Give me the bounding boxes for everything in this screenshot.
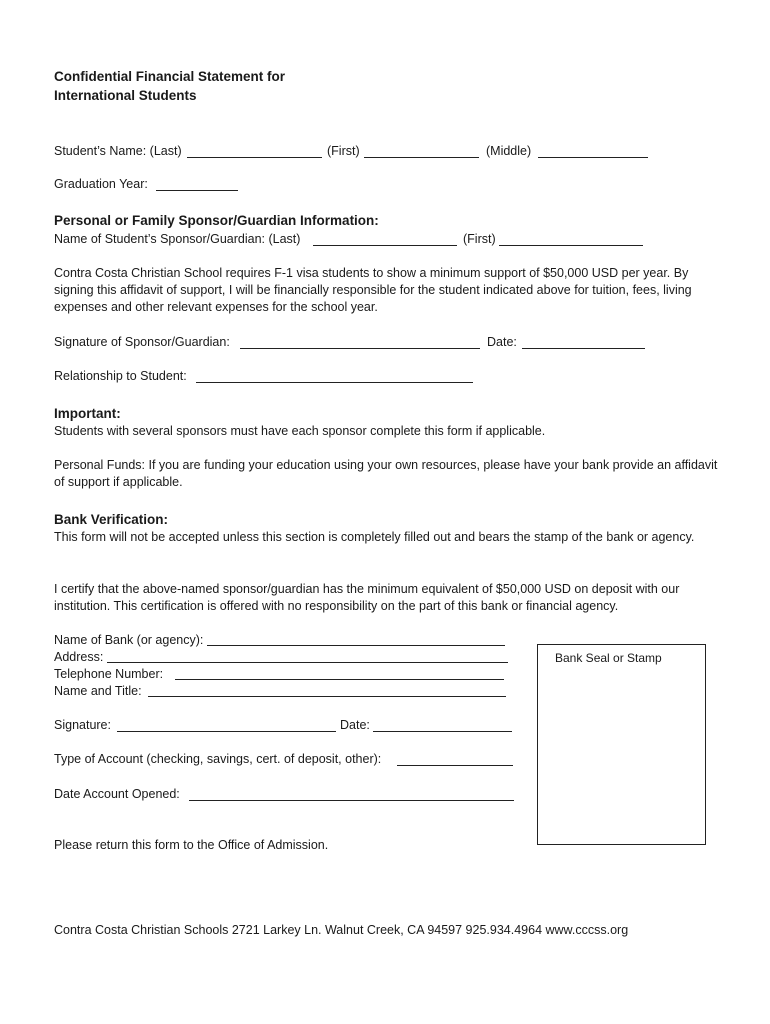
bank-text-2: I certify that the above-named sponsor/guardian has the minimum equivalent of $50,000 USD on deposit with our institution. This certification is offered with no responsibility on the part of this bank or financial agency. bbox=[54, 582, 680, 613]
sponsor-last-name-label: Name of Student’s Sponsor/Guardian: (Last) bbox=[54, 232, 301, 246]
relationship-label: Relationship to Student: bbox=[54, 369, 187, 383]
student-first-name-field[interactable] bbox=[364, 157, 479, 158]
student-last-name-label: Student’s Name: (Last) bbox=[54, 144, 182, 158]
bank-signature-label: Signature: bbox=[54, 718, 111, 732]
bank-name-title-field[interactable] bbox=[148, 696, 506, 697]
bank-seal-label: Bank Seal or Stamp bbox=[555, 651, 662, 665]
important-text-2: Personal Funds: If you are funding your education using your own resources, please have your bank provide an affidavit of support if applicable. bbox=[54, 458, 718, 489]
student-first-name-label: (First) bbox=[327, 144, 360, 158]
bank-address-field[interactable] bbox=[107, 662, 508, 663]
bank-name-title-label: Name and Title: bbox=[54, 684, 142, 698]
footer-contact: Contra Costa Christian Schools 2721 Larkey Ln. Walnut Creek, CA 94597 925.934.4964 www.cccss.org bbox=[54, 923, 629, 937]
title-line-2: International Students bbox=[54, 88, 197, 103]
sponsor-first-name-label: (First) bbox=[463, 232, 496, 246]
bank-text-1: This form will not be accepted unless this section is completely filled out and bears the stamp of the bank or agency. bbox=[54, 530, 695, 544]
graduation-year-label: Graduation Year: bbox=[54, 177, 148, 191]
sponsor-date-field[interactable] bbox=[522, 348, 645, 349]
sponsor-first-name-field[interactable] bbox=[499, 245, 643, 246]
account-type-field[interactable] bbox=[397, 765, 513, 766]
sponsor-signature-label: Signature of Sponsor/Guardian: bbox=[54, 335, 230, 349]
important-heading: Important: bbox=[54, 406, 121, 421]
sponsor-statement: Contra Costa Christian School requires F-1 visa students to show a minimum support of $50,000 USD per year. By signing this affidavit of support, I will be financially responsible for the student indicated above for tuition, fees, living expenses and other relevant expenses for the school year. bbox=[54, 266, 692, 314]
student-middle-name-field[interactable] bbox=[538, 157, 648, 158]
student-last-name-field[interactable] bbox=[187, 157, 322, 158]
graduation-year-field[interactable] bbox=[156, 190, 238, 191]
bank-heading: Bank Verification: bbox=[54, 512, 169, 527]
sponsor-heading: Personal or Family Sponsor/Guardian Information: bbox=[54, 213, 379, 228]
bank-phone-label: Telephone Number: bbox=[54, 667, 164, 681]
relationship-field[interactable] bbox=[196, 382, 473, 383]
sponsor-date-label: Date: bbox=[487, 335, 517, 349]
bank-name-field[interactable] bbox=[207, 645, 505, 646]
sponsor-last-name-field[interactable] bbox=[313, 245, 457, 246]
page-title bbox=[54, 67, 285, 105]
bank-seal-box bbox=[537, 644, 706, 845]
bank-date-label: Date: bbox=[340, 718, 370, 732]
bank-phone-field[interactable] bbox=[175, 679, 504, 680]
bank-address-label: Address: bbox=[54, 650, 104, 664]
date-account-opened-label: Date Account Opened: bbox=[54, 787, 180, 801]
sponsor-signature-field[interactable] bbox=[240, 348, 480, 349]
bank-signature-field[interactable] bbox=[117, 731, 336, 732]
return-note: Please return this form to the Office of Admission. bbox=[54, 838, 329, 852]
title-line-1: Confidential Financial Statement for bbox=[54, 69, 286, 84]
bank-name-label: Name of Bank (or agency): bbox=[54, 633, 204, 647]
date-account-opened-field[interactable] bbox=[189, 800, 514, 801]
bank-date-field[interactable] bbox=[373, 731, 512, 732]
student-middle-name-label: (Middle) bbox=[486, 144, 532, 158]
important-text-1: Students with several sponsors must have each sponsor complete this form if applicable. bbox=[54, 424, 546, 438]
account-type-label: Type of Account (checking, savings, cert. of deposit, other): bbox=[54, 752, 382, 766]
